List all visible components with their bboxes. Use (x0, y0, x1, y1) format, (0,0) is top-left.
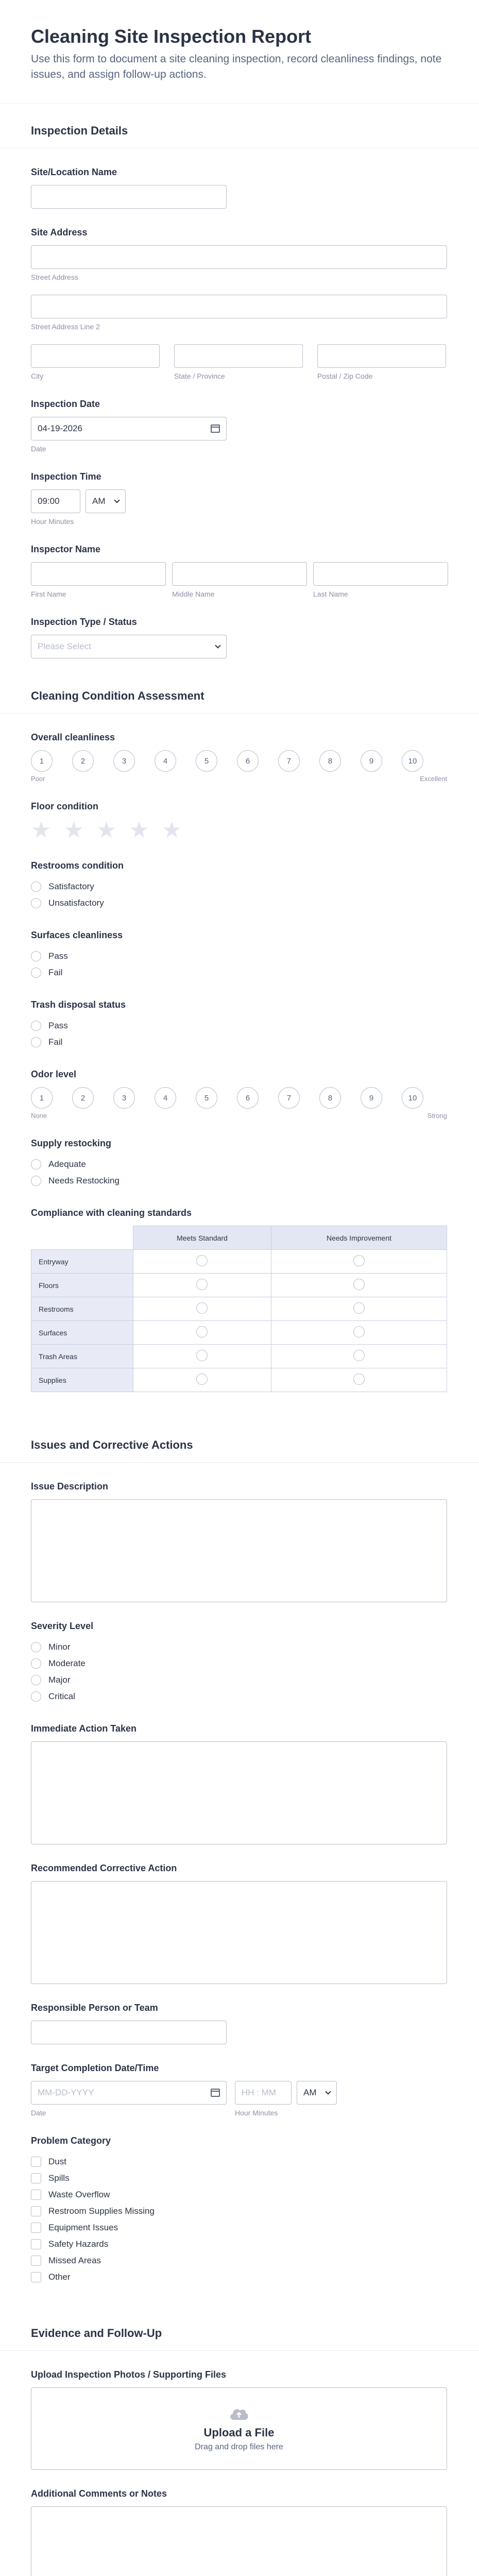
upload-subtitle: Drag and drop files here (195, 2443, 283, 2451)
radio-option[interactable] (31, 895, 460, 911)
zip-input[interactable] (317, 344, 446, 368)
cloud-upload-icon (229, 2405, 249, 2421)
section-condition: Cleaning Condition Assessment (0, 669, 479, 714)
scale-option[interactable]: 5 (196, 1087, 217, 1109)
compliance-field (0, 1189, 479, 1392)
radio-option[interactable] (31, 1639, 460, 1655)
radio-option[interactable] (31, 1018, 460, 1034)
street-address-2-sublabel: Street Address Line 2 (31, 323, 100, 331)
radio-circle[interactable] (31, 951, 41, 961)
chevron-down-icon (325, 2089, 331, 2094)
overall-cleanliness-field (0, 714, 479, 783)
restrooms-label: Restrooms condition (31, 860, 124, 871)
scale-option[interactable]: 10 (402, 750, 423, 772)
radio-label: Needs Restocking (48, 1176, 119, 1185)
matrix-row-label: Trash Areas (31, 1345, 133, 1368)
radio-circle[interactable] (31, 1021, 41, 1031)
radio-circle[interactable] (31, 1159, 41, 1170)
matrix-row-label: Floors (31, 1274, 133, 1297)
radio-label: Fail (48, 968, 63, 977)
matrix-radio[interactable] (353, 1350, 365, 1361)
scale-option[interactable]: 4 (155, 750, 176, 772)
restrooms-field (0, 842, 479, 911)
target-date-placeholder: MM-DD-YYYY (38, 2088, 94, 2097)
radio-circle[interactable] (31, 1037, 41, 1047)
inspector-name-field (0, 526, 479, 598)
radio-option[interactable] (31, 948, 460, 964)
immediate-action-textarea[interactable] (31, 1741, 447, 1844)
upload-field (0, 2351, 479, 2470)
matrix-radio[interactable] (196, 1302, 208, 1314)
upload-title: Upload a File (203, 2426, 275, 2439)
scale-option[interactable]: 3 (113, 1087, 135, 1109)
matrix-radio[interactable] (196, 1326, 208, 1337)
checkbox-label: Spills (48, 2173, 70, 2183)
matrix-row-label: Supplies (31, 1368, 133, 1392)
matrix-radio[interactable] (353, 1279, 365, 1290)
comments-textarea[interactable] (31, 2506, 447, 2576)
target-date-input[interactable] (31, 2081, 227, 2105)
immediate-action-field (0, 1705, 479, 1844)
scale-option[interactable]: 6 (237, 1087, 259, 1109)
street-address-2-input[interactable] (31, 295, 447, 318)
trash-field (0, 981, 479, 1050)
scale-option[interactable]: 3 (113, 750, 135, 772)
radio-label: Adequate (48, 1159, 86, 1169)
section-issues: Issues and Corrective Actions (0, 1418, 479, 1463)
radio-circle[interactable] (31, 882, 41, 892)
radio-circle[interactable] (31, 898, 41, 908)
checkbox-box[interactable] (31, 2173, 41, 2183)
target-completion-label: Target Completion Date/Time (31, 2063, 159, 2073)
inspection-time-sublabel: Hour Minutes (31, 517, 74, 526)
inspection-type-field (0, 598, 479, 658)
scale-option[interactable]: 7 (278, 750, 300, 772)
radio-label: Minor (48, 1642, 71, 1652)
comments-label: Additional Comments or Notes (31, 2488, 167, 2499)
radio-option[interactable] (31, 1655, 460, 1672)
trash-label: Trash disposal status (31, 999, 126, 1010)
scale-option[interactable]: 1 (31, 1087, 53, 1109)
inspection-type-placeholder: Please Select (38, 641, 91, 651)
radio-label: Major (48, 1675, 71, 1685)
surfaces-field (0, 911, 479, 981)
scale-option[interactable]: 1 (31, 750, 53, 772)
checkbox-option[interactable] (31, 2236, 460, 2252)
inspection-type-select[interactable] (31, 635, 227, 658)
checkbox-label: Equipment Issues (48, 2223, 118, 2232)
scale-option[interactable]: 10 (402, 1087, 423, 1109)
matrix-row-label: Surfaces (31, 1321, 133, 1345)
matrix-radio[interactable] (353, 1374, 365, 1385)
overall-scale (31, 750, 460, 772)
checkbox-option[interactable] (31, 2154, 460, 2170)
target-time-placeholder: HH : MM (242, 2088, 277, 2097)
file-upload-dropzone[interactable] (31, 2387, 447, 2470)
target-ampm-value: AM (303, 2088, 317, 2097)
checkbox-box[interactable] (31, 2256, 41, 2266)
compliance-label: Compliance with cleaning standards (31, 1208, 192, 1218)
form-title: Cleaning Site Inspection Report (31, 26, 312, 47)
scale-high-label: Strong (427, 1112, 447, 1120)
radio-circle[interactable] (31, 1658, 41, 1669)
section-inspection-details: Inspection Details (0, 104, 479, 148)
overall-cleanliness-label: Overall cleanliness (31, 732, 115, 742)
site-address-label: Site Address (31, 227, 88, 238)
checkbox-box[interactable] (31, 2272, 41, 2282)
issue-description-label: Issue Description (31, 1481, 109, 1492)
corrective-action-field (0, 1844, 479, 1984)
issue-description-field (0, 1463, 479, 1602)
site-name-input[interactable] (31, 185, 227, 209)
corrective-action-textarea[interactable] (31, 1881, 447, 1984)
scale-low-label: None (31, 1112, 47, 1120)
checkbox-option[interactable] (31, 2219, 460, 2236)
radio-label: Pass (48, 951, 68, 961)
checkbox-box[interactable] (31, 2206, 41, 2216)
first-name-sublabel: First Name (31, 590, 66, 598)
matrix-radio[interactable] (353, 1326, 365, 1337)
radio-circle[interactable] (31, 968, 41, 978)
form-description: Use this form to document a site cleaning inspection, record cleanliness findings, note issues, and assign follow-up actions. (31, 53, 442, 80)
compliance-matrix (31, 1226, 447, 1392)
radio-label: Critical (48, 1691, 75, 1701)
middle-name-sublabel: Middle Name (172, 590, 215, 598)
inspection-date-value: 04-19-2026 (38, 423, 82, 433)
inspection-date-sublabel: Date (31, 445, 46, 453)
radio-label: Pass (48, 1021, 68, 1030)
radio-option[interactable] (31, 1156, 460, 1173)
radio-option[interactable] (31, 964, 460, 981)
radio-circle[interactable] (31, 1675, 41, 1685)
inspection-time-input[interactable] (31, 489, 80, 513)
site-address-field (0, 209, 479, 380)
radio-circle[interactable] (31, 1176, 41, 1186)
scale-option[interactable]: 9 (361, 750, 382, 772)
problem-category-field (0, 2117, 479, 2285)
matrix-radio[interactable] (353, 1255, 365, 1266)
restock-label: Supply restocking (31, 1138, 112, 1148)
checkbox-box[interactable] (31, 2223, 41, 2233)
radio-option[interactable] (31, 1034, 460, 1050)
checkbox-box[interactable] (31, 2190, 41, 2200)
checkbox-option[interactable] (31, 2252, 460, 2269)
radio-option[interactable] (31, 1173, 460, 1189)
radio-label: Satisfactory (48, 882, 94, 891)
responsible-field (0, 1984, 479, 2044)
scale-low-label: Poor (31, 775, 45, 783)
chevron-down-icon (114, 497, 119, 503)
matrix-radio[interactable] (196, 1350, 208, 1361)
calendar-icon[interactable] (211, 2089, 220, 2097)
radio-option[interactable] (31, 1688, 460, 1705)
city-sublabel: City (31, 372, 44, 380)
checkbox-option[interactable] (31, 2170, 460, 2187)
matrix-radio[interactable] (196, 1279, 208, 1290)
state-input[interactable] (174, 344, 303, 368)
scale-option[interactable]: 2 (72, 750, 94, 772)
matrix-row-label: Entryway (31, 1250, 133, 1274)
radio-option[interactable] (31, 878, 460, 895)
inspection-type-label: Inspection Type / Status (31, 617, 137, 627)
matrix-corner (31, 1226, 133, 1250)
target-time-sublabel: Hour Minutes (235, 2109, 278, 2117)
radio-circle[interactable] (31, 1691, 41, 1702)
star-icon[interactable]: ★ (96, 818, 117, 843)
responsible-label: Responsible Person or Team (31, 2003, 158, 2013)
immediate-action-label: Immediate Action Taken (31, 1723, 137, 1734)
checkbox-label: Restroom Supplies Missing (48, 2206, 155, 2216)
checkbox-option[interactable] (31, 2203, 460, 2219)
form-header (0, 0, 479, 104)
checkbox-label: Waste Overflow (48, 2190, 110, 2199)
checkbox-option[interactable] (31, 2187, 460, 2203)
star-icon[interactable]: ★ (161, 818, 182, 843)
checkbox-label: Dust (48, 2157, 66, 2166)
problem-category-label: Problem Category (31, 2136, 111, 2146)
comments-field (0, 2470, 479, 2576)
inspection-ampm-select[interactable] (85, 489, 126, 513)
calendar-icon[interactable] (211, 425, 220, 433)
scale-option[interactable]: 4 (155, 1087, 176, 1109)
target-time-input[interactable] (235, 2081, 292, 2105)
last-name-input[interactable] (313, 562, 448, 586)
floor-condition-label: Floor condition (31, 801, 98, 811)
inspection-date-input[interactable] (31, 417, 227, 440)
target-date-sublabel: Date (31, 2109, 46, 2117)
matrix-radio[interactable] (196, 1374, 208, 1385)
severity-label: Severity Level (31, 1621, 94, 1631)
odor-label: Odor level (31, 1069, 77, 1079)
scale-option[interactable]: 8 (319, 750, 341, 772)
scale-option[interactable]: 2 (72, 1087, 94, 1109)
floor-condition-field (0, 783, 479, 842)
checkbox-box[interactable] (31, 2239, 41, 2249)
inspection-date-field (0, 380, 479, 453)
checkbox-label: Missed Areas (48, 2256, 101, 2265)
site-name-label: Site/Location Name (31, 167, 117, 177)
inspector-name-label: Inspector Name (31, 544, 101, 554)
scale-option[interactable]: 8 (319, 1087, 341, 1109)
chevron-down-icon (215, 642, 220, 648)
radio-label: Fail (48, 1037, 63, 1047)
radio-option[interactable] (31, 1672, 460, 1688)
scale-option[interactable]: 6 (237, 750, 259, 772)
star-icon[interactable]: ★ (63, 818, 84, 843)
matrix-column-header: Meets Standard (133, 1226, 271, 1250)
matrix-radio[interactable] (353, 1302, 365, 1314)
site-name-field (0, 148, 479, 209)
scale-option[interactable]: 5 (196, 750, 217, 772)
radio-label: Unsatisfactory (48, 898, 104, 908)
restock-field (0, 1120, 479, 1189)
checkbox-label: Safety Hazards (48, 2239, 109, 2249)
checkbox-box[interactable] (31, 2157, 41, 2167)
inspection-time-field (0, 453, 479, 526)
section-evidence: Evidence and Follow-Up (0, 2306, 479, 2351)
star-rating (31, 819, 460, 842)
inspection-ampm-value: AM (92, 496, 106, 506)
zip-sublabel: Postal / Zip Code (317, 372, 373, 380)
middle-name-input[interactable] (172, 562, 307, 586)
scale-high-label: Excellent (420, 775, 447, 783)
inspection-time-label: Inspection Time (31, 471, 101, 482)
corrective-action-label: Recommended Corrective Action (31, 1863, 177, 1873)
radio-circle[interactable] (31, 1642, 41, 1652)
target-ampm-select[interactable] (297, 2081, 337, 2105)
severity-field (0, 1602, 479, 1705)
street-address-sublabel: Street Address (31, 273, 78, 281)
inspection-time-value: 09:00 (38, 496, 60, 506)
city-input[interactable] (31, 344, 160, 368)
state-sublabel: State / Province (174, 372, 225, 380)
scale-option[interactable]: 9 (361, 1087, 382, 1109)
matrix-column-header: Needs Improvement (271, 1226, 447, 1250)
scale-option[interactable]: 7 (278, 1087, 300, 1109)
matrix-row-label: Restrooms (31, 1297, 133, 1321)
star-icon[interactable]: ★ (129, 818, 149, 843)
upload-label: Upload Inspection Photos / Supporting Files (31, 2369, 227, 2380)
street-address-input[interactable] (31, 245, 447, 269)
surfaces-label: Surfaces cleanliness (31, 930, 123, 940)
radio-label: Moderate (48, 1658, 85, 1668)
checkbox-option[interactable] (31, 2269, 460, 2285)
matrix-radio[interactable] (196, 1255, 208, 1266)
first-name-input[interactable] (31, 562, 166, 586)
last-name-sublabel: Last Name (313, 590, 348, 598)
issue-description-textarea[interactable] (31, 1499, 447, 1602)
responsible-input[interactable] (31, 2021, 227, 2044)
inspection-date-label: Inspection Date (31, 399, 100, 409)
odor-scale (31, 1087, 460, 1109)
target-completion-field (0, 2044, 479, 2117)
checkbox-label: Other (48, 2272, 71, 2282)
star-icon[interactable]: ★ (31, 818, 52, 843)
odor-field (0, 1050, 479, 1120)
